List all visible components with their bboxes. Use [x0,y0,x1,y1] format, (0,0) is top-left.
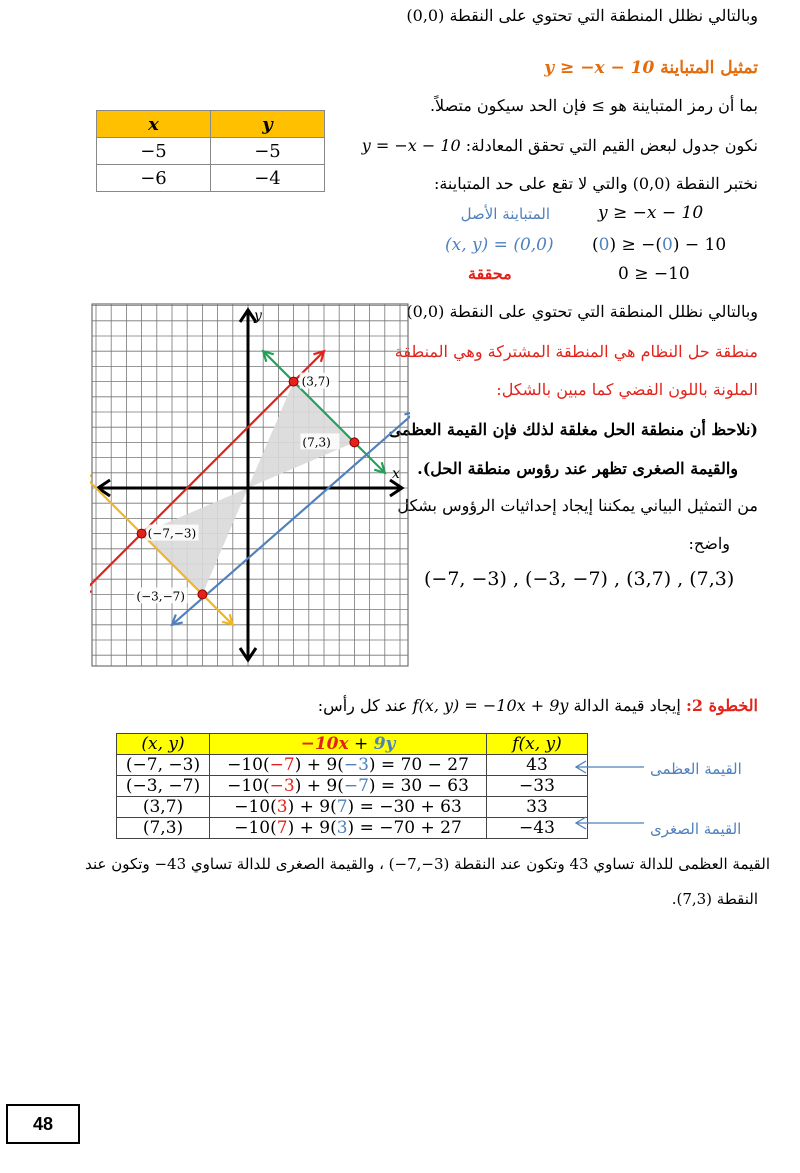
vertex-label: (−7,−3) [147,526,197,541]
evaluation-table [116,733,588,839]
conclusion-line: النقطة (7,3). [671,890,758,908]
rest: ) − 10 [672,235,727,255]
table-cell: −4 [211,165,325,192]
text-ar: نكون جدول لبعض القيم التي تحقق المعادلة: [465,136,758,155]
point-cell: (−3, −7) [117,776,210,797]
text-line: وبالتالي نظلل المنطقة التي تحتوي على النقطة (0,0) [406,302,758,321]
step-end: عند كل رأس: [317,696,413,715]
vertex-point [137,529,146,538]
text-line: وبالتالي نظلل المنطقة التي تحتوي على النقطة (0,0) [406,6,758,25]
original-label: المتباينة الأصل [460,205,550,223]
paren: ( [592,235,599,255]
x-axis-label: x [392,466,400,482]
conclusion-line: القيمة العظمى للدالة تساوي 43 وتكون عند النقطة (3−,7−) ، والقيمة الصغرى للدالة تساوي 43− وتكون عند [85,855,770,873]
step-line [318,696,758,715]
check-label: محققة [468,264,512,283]
table-cell: −5 [211,138,325,165]
table-cell: −5 [97,138,211,165]
table-row [97,138,325,165]
section-title [544,58,758,78]
values-table [96,110,325,192]
table-row [117,797,588,818]
text-line: بما أن رمز المتباينة هو ≥ فإن الحد سيكون متصلاً. [429,96,758,115]
y-axis-label: y [254,308,262,324]
table-header: −10x + 9y [210,734,487,755]
point-cell: (3,7) [117,797,210,818]
page-number: 48 [6,1104,80,1144]
table-header: (x, y) [117,734,210,755]
min-label: القيمة الصغرى [650,820,742,838]
vertex-label: (−3,−7) [136,589,185,604]
substitution [592,235,726,255]
text-line: والقيمة الصغرى تظهر عند رؤوس منطقة الحل). [417,459,738,478]
text-line: نختبر النقطة (0,0) والتي لا تقع على حد المتباينة: [433,174,758,193]
vertices-list: (−7, −3) , (−3, −7) , (3,7) , (7,3) [424,568,735,590]
value-cell: −33 [487,776,588,797]
table-row [97,165,325,192]
title-ar: تمثيل المتباينة [660,58,758,78]
text-line: (نلاحظ أن منطقة الحل مغلقة لذلك فإن القيمة العظمى [388,420,758,439]
vertex-label: (3,7) [301,374,331,389]
table-header: f(x, y) [487,734,588,755]
zero: 0 [662,235,673,255]
table-row [117,755,588,776]
text-line: واضح: [688,534,730,553]
step-text: إيجاد قيمة الدالة [568,696,686,715]
value-cell: 33 [487,797,588,818]
vertex-point [350,438,359,447]
text-line [362,136,758,155]
point-cell: (7,3) [117,818,210,839]
text-line: الملونة باللون الفضي كما مبين بالشكل: [496,380,758,399]
computation-cell: −10(−7) + 9(−3) = 70 − 27 [210,755,487,776]
original-inequality: y ≥ −x − 10 [598,203,704,223]
table-cell: −6 [97,165,211,192]
table-header: x [97,111,211,138]
text-line: منطقة حل النظام هي المنطقة المشتركة وهي المنطقة [394,342,758,361]
point-cell: (−7, −3) [117,755,210,776]
substitution-label: (x, y) = (0,0) [445,235,554,255]
table-row [117,776,588,797]
text-line: من التمثيل البياني يمكننا إيجاد إحداثيات الرؤوس بشكل [397,496,758,515]
table-header: y [211,111,325,138]
title-math: y ≥ −x − 10 [544,58,655,78]
step-function: f(x, y) = −10x + 9y [412,696,569,715]
vertex-label: (7,3) [302,435,331,450]
equation: y = −x − 10 [361,136,461,155]
vertex-point [198,590,207,599]
computation-cell: −10(3) + 9(7) = −30 + 63 [210,797,487,818]
vertex-point [289,377,298,386]
check-math: 0 ≥ −10 [618,264,690,284]
paren: ) ≥ −( [609,235,663,255]
table-row [117,818,588,839]
computation-cell: −10(−3) + 9(−7) = 30 − 63 [210,776,487,797]
value-cell: −43 [487,818,588,839]
feasible-region-graph [90,302,410,668]
max-label: القيمة العظمى [650,760,742,778]
value-cell: 43 [487,755,588,776]
step-label: الخطوة 2: [685,696,758,715]
zero: 0 [598,235,610,255]
computation-cell: −10(7) + 9(3) = −70 + 27 [210,818,487,839]
